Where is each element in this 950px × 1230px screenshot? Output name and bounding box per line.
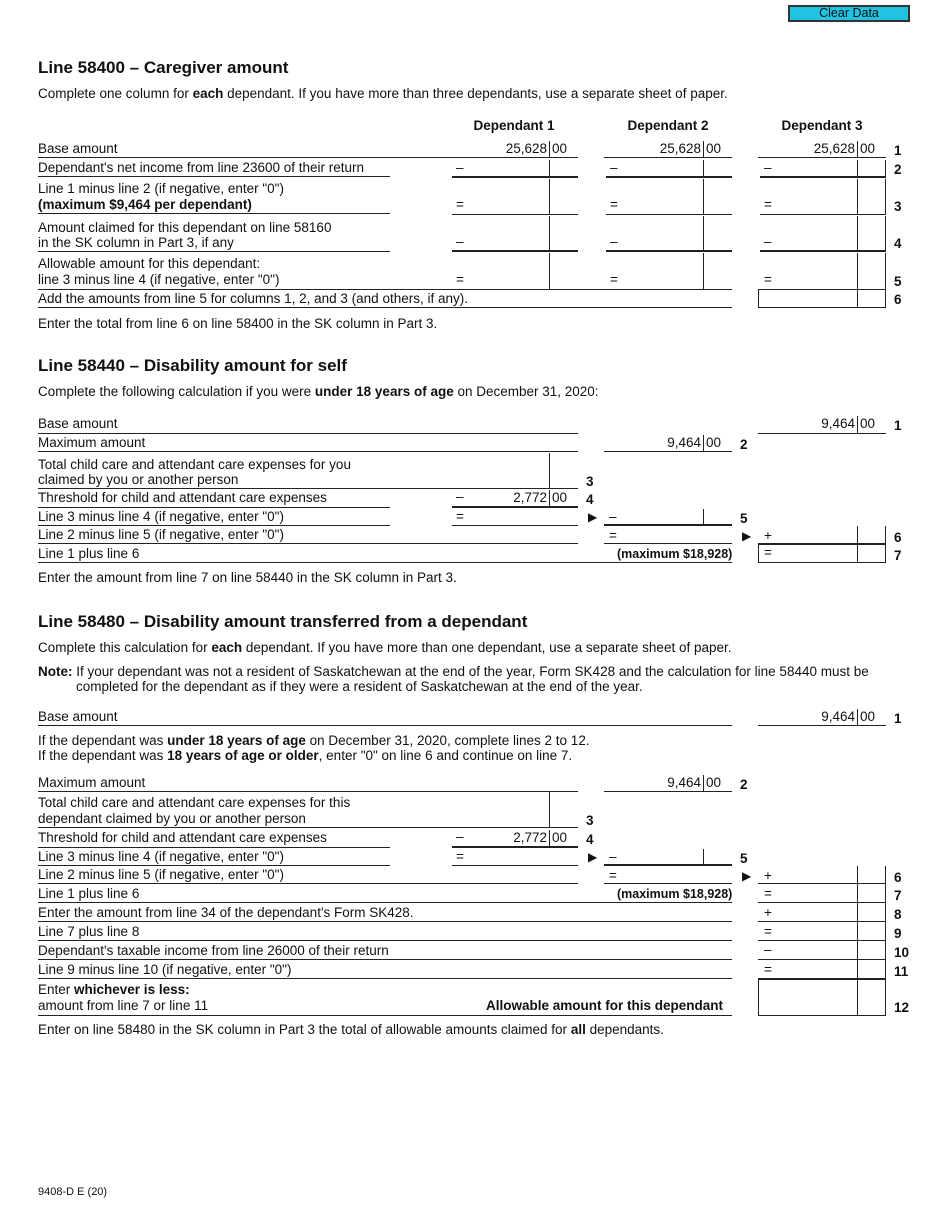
divider [604,157,732,158]
line2-dependant-3-field[interactable] [760,176,886,178]
cents-divider [549,179,550,214]
divider [38,251,390,252]
instruction-text: Enter the amount from line 7 on line 58440 in the SK column in Part 3. [38,570,457,585]
base-cents-dep1: 00 [552,141,568,156]
divider [38,1015,732,1016]
line-label: Line 1 minus line 2 (if negative, enter "0") [38,181,284,196]
cents-divider [857,216,858,251]
line5-transfer-field[interactable] [604,864,732,866]
divider [38,827,578,828]
divider [38,725,732,726]
divider [38,959,732,960]
instruction-text [38,1022,664,1038]
cents-divider [857,526,858,544]
line-label: Line 9 minus line 10 (if negative, enter "0") [38,962,292,977]
equals-sign: = [764,272,772,287]
minus-sign: – [610,160,618,175]
line6-transfer-field[interactable] [758,883,886,884]
cents-divider [857,979,858,1016]
line-label: Base amount [38,709,118,724]
section-intro-58440 [38,384,599,400]
minus-sign: – [764,234,772,249]
divider [38,433,578,434]
divider [38,978,732,979]
line-label: claimed by you or another person [38,472,239,487]
equals-sign: = [610,197,618,212]
base-cents-dep3: 00 [860,141,876,156]
line-number: 5 [740,851,748,866]
cents-divider [703,435,704,451]
line-number: 4 [586,492,594,507]
line-label: amount from line 7 or line 11 [38,998,209,1013]
line-label: Maximum amount [38,775,146,790]
line2-dependant-2-field[interactable] [606,176,732,178]
plus-sign: + [764,528,772,543]
equals-sign: = [456,509,464,524]
equals-sign: = [456,197,464,212]
line-label: Add the amounts from line 5 for columns 1, 2, and 3 (and others, if any). [38,291,468,306]
line3-dependant-2-field[interactable] [606,214,732,215]
equals-sign: = [456,272,464,287]
line-number: 5 [894,274,902,289]
section-intro-58400 [38,86,728,102]
base-cents: 00 [860,709,876,724]
line-number: 6 [894,292,902,307]
line-label: Total child care and attendant care expenses for you [38,457,351,472]
maximum-cents: 00 [706,775,722,790]
arrow-right-icon: ▶ [742,869,752,883]
maximum-amount: 9,464 [667,775,701,790]
line-number: 7 [894,548,902,563]
line-number: 1 [894,418,902,433]
cents-divider [549,160,550,177]
cents-divider [703,160,704,177]
line-label: Maximum amount [38,435,146,450]
line-label: Threshold for child and attendant care expenses [38,490,327,505]
expenses-field[interactable] [452,488,578,489]
base-amount-dep2: 25,628 [659,141,701,156]
section-title-58440: Line 58440 – Disability amount for self [38,356,347,375]
divider [38,176,390,177]
cents-divider [857,160,858,177]
base-amount-dep1: 25,628 [505,141,547,156]
minus-sign: – [456,829,464,844]
maximum-note: (maximum $18,928) [617,887,733,901]
divider [38,940,732,941]
minus-sign: – [456,234,464,249]
line7-field[interactable] [758,902,886,903]
divider [38,902,732,903]
cents-divider [857,289,858,308]
line-label: line 3 minus line 4 (if negative, enter "0") [38,272,280,287]
cents-divider [857,253,858,289]
maximum-amount: 9,464 [667,435,701,450]
divider [452,506,578,508]
line-label: Dependant's net income from line 23600 of their return [38,160,365,175]
column-header-dependant-1: Dependant 1 [473,118,555,133]
minus-sign: – [456,160,464,175]
section-title-58400: Line 58400 – Caregiver amount [38,58,289,77]
divider [38,883,578,884]
equals-sign: = [764,962,772,977]
intro-text: Complete this calculation for [38,640,212,655]
threshold-cents: 00 [552,490,568,505]
threshold-amount: 2,772 [513,490,547,505]
line-number: 7 [894,888,902,903]
intro-bold: under 18 years of age [314,384,454,399]
minus-sign: – [764,160,772,175]
equals-sign: = [456,849,464,864]
line9-field[interactable] [758,940,886,941]
equals-sign: = [764,545,772,560]
clear-data-button[interactable]: Clear Data [788,5,910,22]
minus-sign: – [609,509,617,524]
line-label: Total child care and attendant care expenses for this [38,795,351,810]
divider [38,791,578,792]
column-header-dependant-3: Dependant 3 [781,118,863,133]
line5-transfer-field[interactable] [604,524,732,526]
condition-text [38,748,572,764]
line4-dependant-2-field[interactable] [606,250,732,252]
cents-divider [857,709,858,725]
allowable-amount-field[interactable] [758,979,886,1016]
line4-dependant-3-field[interactable] [760,250,886,252]
line5-field[interactable] [452,865,578,866]
line2-dependant-1-field[interactable] [452,176,578,178]
line-number: 3 [586,474,594,489]
minus-sign: – [764,942,772,957]
divider [38,847,390,848]
plus-sign: + [764,905,772,920]
line-number: 4 [586,832,594,847]
cents-divider [703,775,704,791]
line-number: 6 [894,530,902,545]
cents-divider [549,792,550,827]
maximum-note: (maximum $18,928) [617,547,733,561]
line3-dependant-3-field[interactable] [760,214,886,215]
base-cents: 00 [860,416,876,431]
line-label: Line 3 minus line 4 (if negative, enter "0") [38,849,284,864]
cents-divider [857,544,858,563]
divider [758,157,886,158]
line-label: Base amount [38,416,118,431]
intro-text: dependant. If you have more than three dependants, use a separate sheet of paper. [223,86,728,101]
field-edge [885,216,886,251]
line-number: 2 [740,777,748,792]
base-cents-dep2: 00 [706,141,722,156]
cents-divider [549,216,550,251]
line-number: 6 [894,870,902,885]
minus-sign: – [609,849,617,864]
line-number: 5 [740,511,748,526]
base-amount-dep3: 25,628 [813,141,855,156]
cents-divider [703,253,704,289]
base-amount: 9,464 [821,709,855,724]
divider [452,846,578,848]
cents-divider [703,216,704,251]
divider [38,451,578,452]
field-edge [885,526,886,544]
note-text: completed for the dependant as if they were a resident of Saskatchewan at the end of the year. [76,679,643,694]
equals-sign: = [609,868,617,883]
cents-divider [703,509,704,525]
line-label: Allowable amount for this dependant: [38,256,261,271]
text: , enter "0" on line 6 and continue on line 7. [318,748,573,763]
base-amount: 9,464 [821,416,855,431]
total-line7-field[interactable] [758,544,886,563]
intro-text: dependant. If you have more than one dependant, use a separate sheet of paper. [242,640,732,655]
line-label: Threshold for child and attendant care expenses [38,830,327,845]
line-number: 3 [894,199,902,214]
equals-sign: = [764,197,772,212]
divider [604,451,732,452]
line10-field[interactable] [758,959,886,960]
divider [38,289,732,290]
text-bold: whichever is less: [74,982,190,997]
cents-divider [549,141,550,157]
cents-divider [549,253,550,289]
cents-divider [703,141,704,157]
divider [38,543,578,544]
condition-text [38,733,590,749]
threshold-cents: 00 [552,830,568,845]
instruction-text: Enter the total from line 6 on line 58400 in the SK column in Part 3. [38,316,438,331]
minus-sign: – [456,489,464,504]
line-label: Dependant's taxable income from line 26000 of their return [38,943,389,958]
text: If the dependant was [38,733,168,748]
line8-field[interactable] [758,921,886,922]
cents-divider [857,179,858,214]
line3-dependant-1-field[interactable] [452,214,578,215]
cents-divider [549,453,550,488]
line-number: 8 [894,907,902,922]
divider [604,791,732,792]
divider [38,865,390,866]
note-text [38,664,869,680]
line-label: Line 7 plus line 8 [38,924,140,939]
line-number: 12 [894,1000,910,1015]
equals-sign: = [609,528,617,543]
line-number: 2 [740,437,748,452]
divider [38,507,390,508]
field-edge [885,179,886,214]
intro-text: on December 31, 2020: [453,384,599,399]
text: If the dependant was [38,748,168,763]
line-number: 10 [894,945,910,960]
text-bold: 18 years of age or older [167,748,319,763]
total-line6-field[interactable] [758,289,886,308]
line6-field[interactable] [604,543,732,544]
intro-text: Complete the following calculation if you were [38,384,315,399]
section-title-58480: Line 58480 – Disability amount transferred from a dependant [38,612,528,631]
arrow-right-icon: ▶ [742,529,752,543]
equals-sign: = [610,272,618,287]
text-bold: all [570,1022,586,1037]
line-label: Line 1 plus line 6 [38,886,140,901]
divider [38,213,390,214]
cents-divider [857,141,858,157]
intro-text: Complete one column for [38,86,193,101]
field-edge [885,160,886,177]
line-number: 11 [894,964,909,979]
form-code: 9408-D E (20) [38,1186,108,1198]
line-label: Line 3 minus line 4 (if negative, enter "0") [38,509,284,524]
equals-sign: = [764,924,772,939]
divider [758,725,886,726]
allowable-amount-label: Allowable amount for this dependant [486,998,724,1013]
note-label: Note: [38,664,73,679]
line-number: 9 [894,926,902,941]
arrow-right-icon: ▶ [588,850,598,864]
divider [38,562,732,563]
equals-sign: = [764,886,772,901]
column-header-dependant-2: Dependant 2 [627,118,709,133]
plus-sign: + [764,868,772,883]
intro-bold: each [211,640,243,655]
line-label: Enter the amount from line 34 of the dependant's Form SK428. [38,905,414,920]
text: dependants. [585,1022,664,1037]
line-number: 1 [894,711,902,726]
arrow-right-icon: ▶ [588,510,598,524]
line-label: Base amount [38,141,118,156]
divider [38,525,390,526]
intro-bold: each [192,86,224,101]
line5-field[interactable] [452,525,578,526]
line-label: Amount claimed for this dependant on line 58160 [38,220,332,235]
line-number: 1 [894,143,902,158]
line6-field[interactable] [604,883,732,884]
line-label [38,982,190,997]
divider [38,921,732,922]
divider [758,433,886,434]
cents-divider [549,490,550,507]
field-edge [885,253,886,289]
cents-divider [857,416,858,433]
line-label: in the SK column in Part 3, if any [38,235,234,250]
threshold-amount: 2,772 [513,830,547,845]
line-label: dependant claimed by you or another person [38,811,306,826]
section-intro-58480 [38,640,732,656]
line-label: Line 1 plus line 6 [38,546,140,561]
minus-sign: – [610,234,618,249]
line-number: 4 [894,236,902,251]
line-number: 2 [894,162,902,177]
text: on December 31, 2020, complete lines 2 to 12. [305,733,590,748]
text: Enter on line 58480 in the SK column in Part 3 the total of allowable amounts claimed for [38,1022,571,1037]
line-number: 3 [586,813,594,828]
divider [38,307,732,308]
cents-divider [703,849,704,865]
cents-divider [549,830,550,847]
note-body: If your dependant was not a resident of Saskatchewan at the end of the year, Form SK428 and the calculation for line 58440 must be [72,664,869,679]
cents-divider [703,179,704,214]
maximum-cents: 00 [706,435,722,450]
line-label: Line 2 minus line 5 (if negative, enter "0") [38,527,284,542]
text: Enter [38,982,75,997]
text-bold: under 18 years of age [167,733,306,748]
line4-dependant-1-field[interactable] [452,250,578,252]
line-label: Line 2 minus line 5 (if negative, enter "0") [38,867,284,882]
line-label: (maximum $9,464 per dependant) [38,197,252,212]
divider [38,157,578,158]
